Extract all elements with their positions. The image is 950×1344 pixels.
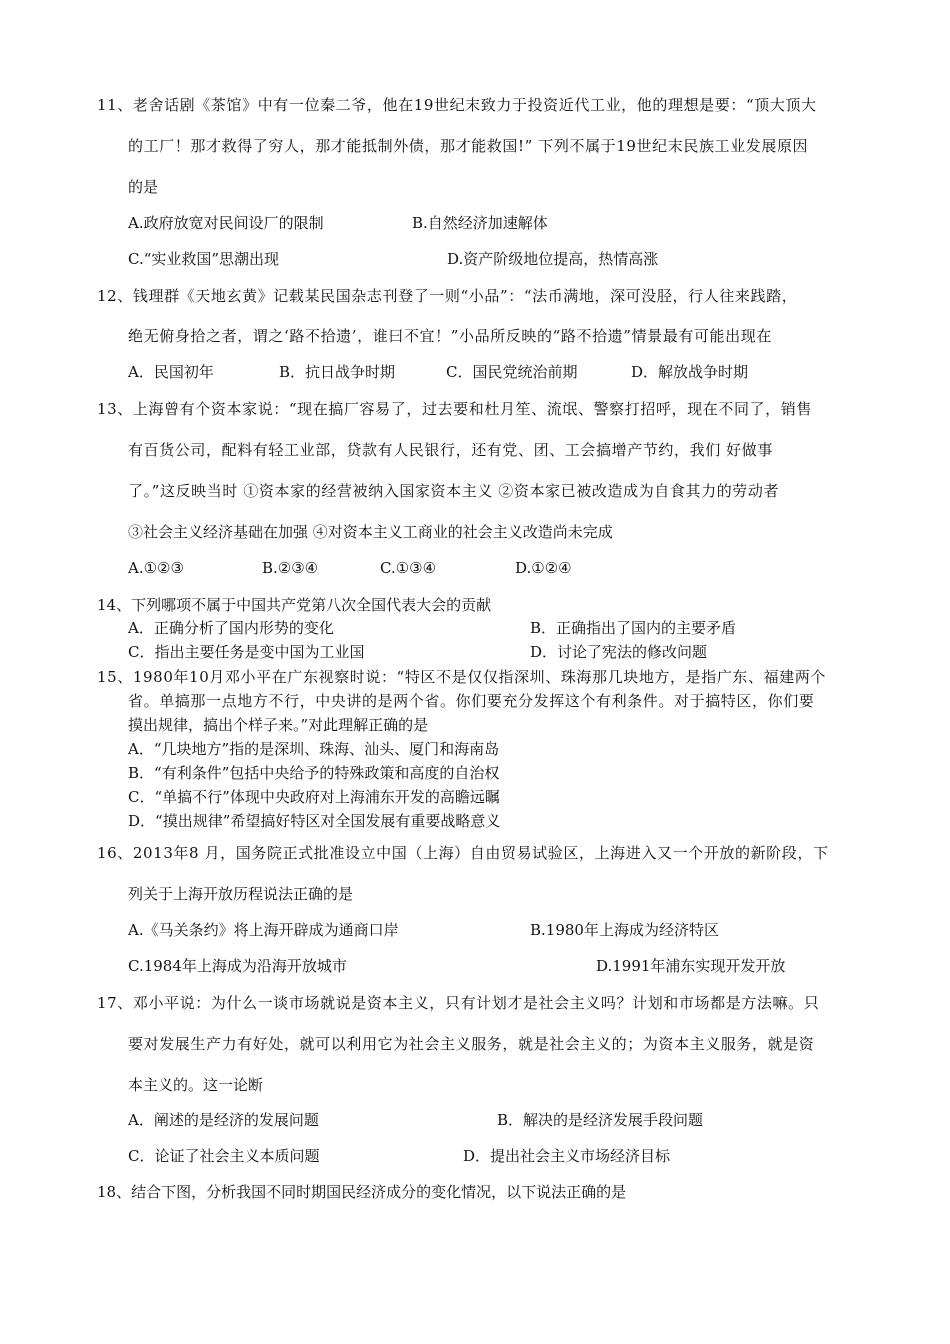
option-c: C.“实业救国”思潮出现 xyxy=(128,250,280,268)
option-a: A．民国初年 xyxy=(128,363,214,381)
option-b: B．“有利条件”包括中央给予的特殊政策和高度的自治权 xyxy=(128,764,500,782)
question-stem-line: 有百货公司，配料有轻工业部，贷款有人民银行，还有党、团、工会搞增产节约，我们 好做事 xyxy=(128,441,773,459)
question-stem-line: 的工厂！那才救得了穷人，那才能抵制外债，那才能救国!” 下列不属于19世纪末民族工业发展原因 xyxy=(128,137,809,155)
option-d: D．解放战争时期 xyxy=(631,363,749,381)
option-b: B.1980年上海成为经济特区 xyxy=(530,921,719,939)
option-a: A．“几块地方”指的是深圳、珠海、汕头、厦门和海南岛 xyxy=(128,740,500,758)
question-stem-line: 17、邓小平说：为什么一谈市场就说是资本主义，只有计划才是社会主义吗？计划和市场都是方法嘛。只 xyxy=(97,994,820,1012)
option-d: D．“摸出规律”希望搞好特区对全国发展有重要战略意义 xyxy=(128,812,501,830)
question-stem-line: 摸出规律，搞出个样子来。”对此理解正确的是 xyxy=(128,716,429,734)
question-stem-line: 11、老舍话剧《茶馆》中有一位秦二爷，他在19世纪末致力于投资近代工业，他的理想是要：“顶大顶大 xyxy=(97,96,817,114)
question-stem-line: 12、钱理群《天地玄黄》记载某民国杂志刊登了一则“小品”：“法币满地，深可没胫，行人往来践踏， xyxy=(97,287,798,305)
option-c: C．指出主要任务是变中国为工业国 xyxy=(128,643,365,661)
option-d: D．讨论了宪法的修改问题 xyxy=(530,643,708,661)
option-c: C．国民党统治前期 xyxy=(446,363,578,381)
option-a: A.《马关条约》将上海开辟成为通商口岸 xyxy=(128,921,399,939)
question-stem-line: 要对发展生产力有好处，就可以利用它为社会主义服务，就是社会主义的；为资本主义服务，就是资 xyxy=(128,1035,815,1053)
option-b: B．抗日战争时期 xyxy=(279,363,396,381)
question-stem-line: 本主义的。这一论断 xyxy=(128,1076,264,1094)
option-b: B．正确指出了国内的主要矛盾 xyxy=(530,619,737,637)
question-stem-line: 省。单搞那一点地方不行，中央讲的是两个省。你们要充分发挥这个有利条件。对于搞特区，你们要 xyxy=(128,692,815,710)
option-a: A.①②③ xyxy=(128,559,184,577)
question-stem-line: 绝无俯身拾之者，谓之‘路不拾遗’，谁曰不宜！”小品所反映的“路不拾遗”情景最有可能出现在 xyxy=(128,327,772,345)
option-d: D.资产阶级地位提高，热情高涨 xyxy=(447,250,659,268)
question-stem-line: 18、结合下图，分析我国不同时期国民经济成分的变化情况，以下说法正确的是 xyxy=(97,1183,627,1201)
option-d: D.①②④ xyxy=(515,559,572,577)
question-stem-line: 列关于上海开放历程说法正确的是 xyxy=(128,885,354,903)
option-b: B.②③④ xyxy=(262,559,319,577)
option-a: A．正确分析了国内形势的变化 xyxy=(128,619,334,637)
option-c: C.①③④ xyxy=(380,559,437,577)
question-stem-line: 了。”这反映当时 ①资本家的经营被纳入国家资本主义 ②资本家已被改造成为自食其力的劳动者 xyxy=(128,482,780,500)
option-a: A．阐述的是经济的发展问题 xyxy=(128,1111,319,1129)
option-a: A.政府放宽对民间设厂的限制 xyxy=(128,214,324,232)
option-c: C．论证了社会主义本质问题 xyxy=(128,1147,320,1165)
option-d: D.1991年浦东实现开发开放 xyxy=(596,957,786,975)
option-c: C．“单搞不行”体现中央政府对上海浦东开发的高瞻远瞩 xyxy=(128,788,500,806)
question-stem-line: 16、2013年8 月，国务院正式批准设立中国（上海）自由贸易试验区，上海进入又一个开放的新阶段，下 xyxy=(97,844,829,862)
question-stem-line: 13、上海曾有个资本家说：“现在搞厂容易了，过去要和杜月笙、流氓、警察打招呼，现在不同了，销售 xyxy=(97,400,812,418)
question-stem-line: ③社会主义经济基础在加强 ④对资本主义工商业的社会主义改造尚未完成 xyxy=(128,523,613,541)
question-stem-line: 15、1980年10月邓小平在广东视察时说：“特区不是仅仅指深圳、珠海那几块地方，是指广东、福建两个 xyxy=(97,668,827,686)
option-b: B.自然经济加速解体 xyxy=(412,214,548,232)
question-stem-line: 14、下列哪项不属于中国共产党第八次全国代表大会的贡献 xyxy=(97,596,492,614)
option-b: B．解决的是经济发展手段问题 xyxy=(497,1111,704,1129)
option-d: D．提出社会主义市场经济目标 xyxy=(463,1147,671,1165)
option-c: C.1984年上海成为沿海开放城市 xyxy=(128,957,347,975)
question-stem-line: 的是 xyxy=(128,178,159,196)
